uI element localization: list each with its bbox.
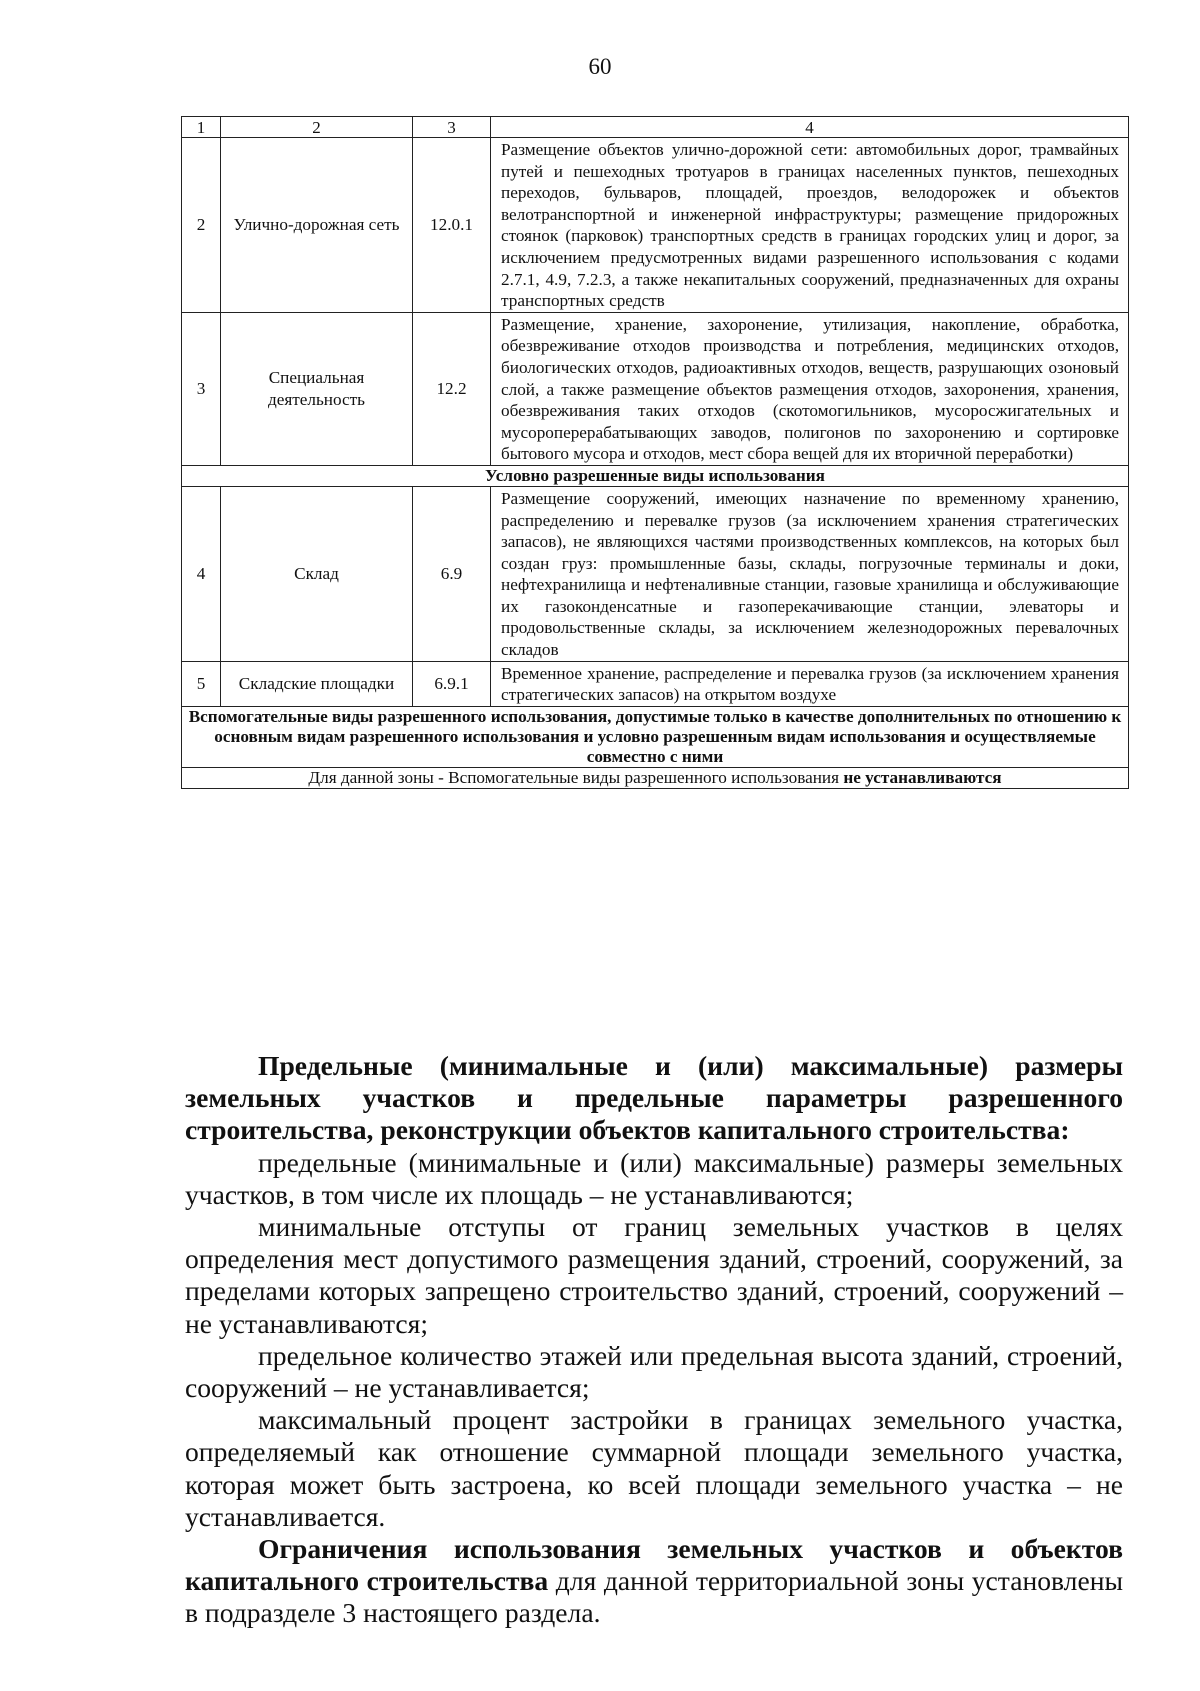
table-row: [182, 661, 1129, 706]
restrictions-lead: Ограничения использования земельных участков и объектов капитального строительства: [185, 1533, 1123, 1597]
use-type-description: Размещение сооружений, имеющих назначение по временному хранению, распределению и перевалке грузов (за исключением хранения стратегических запасов), не являющихся частями производственных комплексов, на которых был создан груз: промышленные базы, склады, погрузочные терминалы и доки, нефтехранилища и нефтеналивные станции, газовые хранилища и обслуживающие их газоконденсатные и газоперекачивающие станции, элеваторы и продовольственные склады, за исключением железнодорожных перевалочных складов: [491, 486, 1129, 661]
auxiliary-uses-heading-row: [182, 706, 1129, 767]
auxiliary-uses-note-row: [182, 767, 1129, 788]
use-type-name: Складские площадки: [221, 661, 413, 706]
header-cell: 3: [413, 117, 491, 138]
table-header-row: [182, 117, 1129, 138]
paragraph: максимальный процент застройки в границах земельного участка, определяемый как отношение суммарной площади земельного участка, которая может быть застроена, ко всей площади земельного участка – не устанавливается.: [185, 1404, 1123, 1532]
page-number: 60: [588, 54, 612, 79]
table-row: [182, 138, 1129, 313]
header-cell: 2: [221, 117, 413, 138]
regulations-text: [185, 1050, 1123, 1630]
use-type-description: Размещение, хранение, захоронение, утилизация, накопление, обработка, обезвреживание отходов производства и потребления, медицинских отходов, биологических отходов, радиоактивных отходов, веществ, разрушающих озоновый слой, а также размещение объектов размещения отходов, захоронения, хранения, обезвреживания таких отходов (скотомогильников, мусоросжигательных и мусороперерабатывающих заводов, полигонов по захоронению и сортировке бытового мусора и отходов, мест сбора вещей для их вторичной переработки): [491, 312, 1129, 465]
use-type-name: Склад: [221, 486, 413, 661]
use-type-name: Специальная деятельность: [221, 312, 413, 465]
use-type-description: Временное хранение, распределение и перевалка грузов (за исключением хранения стратегических запасов) на открытом воздухе: [491, 661, 1129, 706]
auxiliary-uses-heading: Вспомогательные виды разрешенного использования, допустимые только в качестве дополнительных по отношению к основным видам разрешенного использования и условно разрешенным видам использования и осуществляемые совместно с ними: [182, 706, 1129, 767]
restrictions-text: для данной территориальной зоны установлены в подразделе 3 настоящего раздела.: [185, 1565, 1123, 1629]
use-type-code: 12.2: [413, 312, 491, 465]
auxiliary-note-text: Для данной зоны - Вспомогательные виды разрешенного использования: [308, 767, 844, 787]
use-type-name: Улично-дорожная сеть: [221, 138, 413, 313]
conditional-uses-heading: Условно разрешенные виды использования: [182, 465, 1129, 486]
row-number: 2: [182, 138, 221, 313]
use-type-description: Размещение объектов улично-дорожной сети: автомобильных дорог, трамвайных путей и пешеходных тротуаров в границах населенных пунктов, пешеходных переходов, бульваров, площадей, проездов, велодорожек и объектов велотранспортной и инженерной инфраструктуры; размещение придорожных стоянок (парковок) транспортных средств в границах городских улиц и дорог, за исключением предусмотренных видами разрешенного использования с кодами 2.7.1, 4.9, 7.2.3, а также некапитальных сооружений, предназначенных для охраны транспортных средств: [491, 138, 1129, 313]
paragraph: предельные (минимальные и (или) максимальные) размеры земельных участков, в том числе их площадь – не устанавливаются;: [185, 1146, 1123, 1210]
header-cell: 1: [182, 117, 221, 138]
use-type-code: 6.9: [413, 486, 491, 661]
table-row: [182, 486, 1129, 661]
parameters-heading: Предельные (минимальные и (или) максимальные) размеры земельных участков и предельные параметры разрешенного строительства, реконструкции объектов капитального строительства:: [185, 1050, 1123, 1146]
auxiliary-uses-note: [182, 767, 1129, 788]
row-number: 3: [182, 312, 221, 465]
conditional-uses-heading-row: [182, 465, 1129, 486]
use-type-code: 6.9.1: [413, 661, 491, 706]
land-use-table: [181, 116, 1129, 789]
paragraph: минимальные отступы от границ земельных участков в целях определения мест допустимого размещения зданий, строений, сооружений, за пределами которых запрещено строительство зданий, строений, сооружений – не устанавливаются;: [185, 1211, 1123, 1339]
paragraph: предельное количество этажей или предельная высота зданий, строений, сооружений – не устанавливается;: [185, 1339, 1123, 1404]
use-type-code: 12.0.1: [413, 138, 491, 313]
row-number: 5: [182, 661, 221, 706]
header-cell: 4: [491, 117, 1129, 138]
auxiliary-note-emphasis: не устанавливаются: [843, 767, 1002, 787]
row-number: 4: [182, 486, 221, 661]
restrictions-paragraph: [185, 1533, 1123, 1630]
table-row: [182, 312, 1129, 465]
